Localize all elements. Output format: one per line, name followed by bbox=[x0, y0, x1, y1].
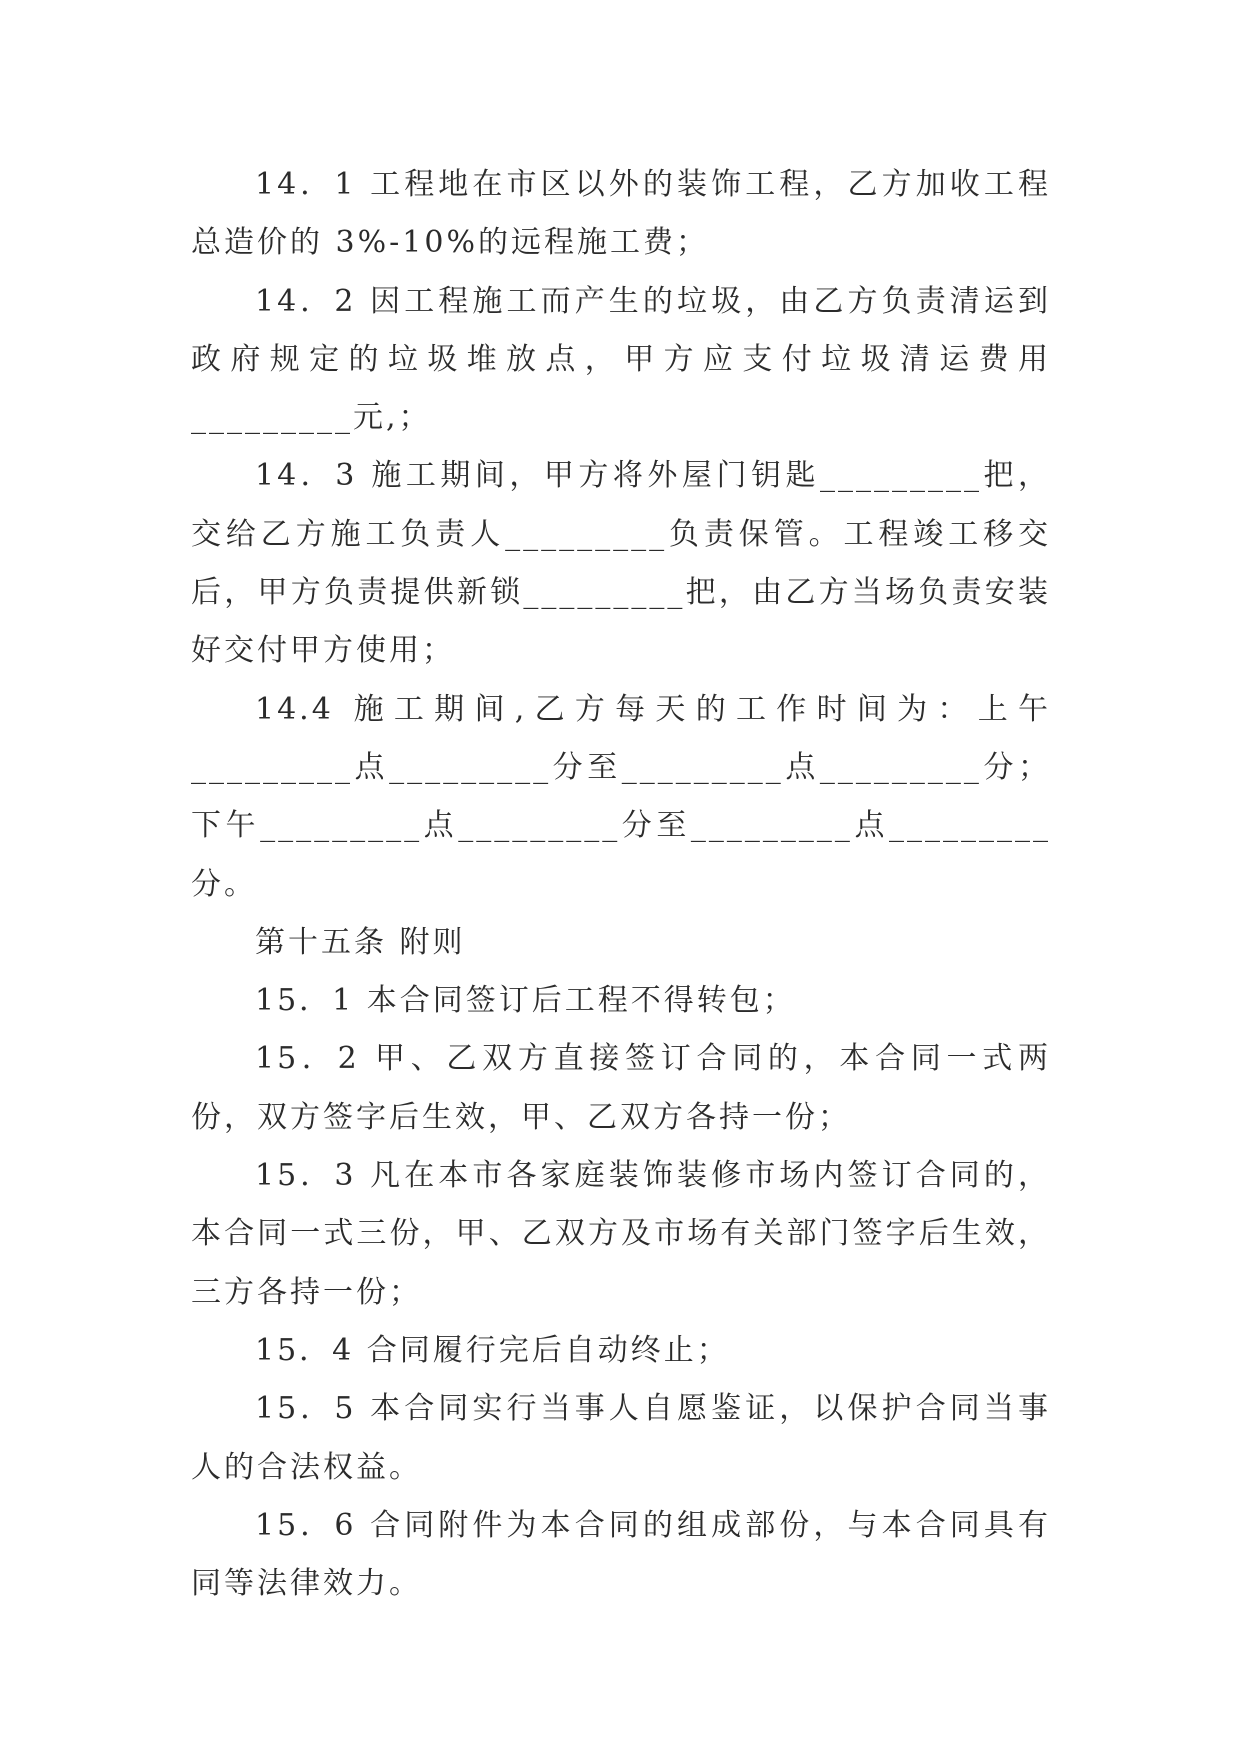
clause-15-1: 15．1 本合同签订后工程不得转包； bbox=[255, 983, 796, 1019]
clause-14-3: 14．3 施工期间，甲方将外屋门钥匙_________把，交给乙方施工负责人_________负责保管。工程竣工移交后，甲方负责提供新锁_________把，由乙方当场负责安装好交付甲方使用； bbox=[191, 458, 1051, 669]
clause-15-2: 15．2 甲、乙双方直接签订合同的，本合同一式两份，双方签字后生效，甲、乙双方各持一份； bbox=[191, 1041, 1051, 1135]
clause-14-2: 14．2 因工程施工而产生的垃圾，由乙方负责清运到政府规定的垃圾堆放点，甲方应支付垃圾清运费用_________元,； bbox=[191, 283, 1051, 436]
clause-14-4: 14.4 施工期间,乙方每天的工作时间为：上午_________点_________分至_________点_________分；下午_________点_________分至_________点_________分。 bbox=[191, 691, 1051, 902]
clause-15-4: 15．4 合同履行完后自动终止； bbox=[255, 1332, 730, 1368]
clause-14-1: 14．1 工程地在市区以外的装饰工程，乙方加收工程总造价的 3%-10%的远程施工费； bbox=[191, 167, 1051, 261]
document-body bbox=[191, 156, 1051, 1613]
clause-15-5: 15．5 本合同实行当事人自愿鉴证，以保护合同当事人的合法权益。 bbox=[191, 1391, 1051, 1485]
article-15-heading: 第十五条 附则 bbox=[255, 924, 466, 960]
clause-15-3: 15．3 凡在本市各家庭装饰装修市场内签订合同的，本合同一式三份，甲、乙双方及市场有关部门签字后生效，三方各持一份； bbox=[191, 1158, 1051, 1310]
clause-15-6: 15．6 合同附件为本合同的组成部份，与本合同具有同等法律效力。 bbox=[191, 1507, 1051, 1602]
